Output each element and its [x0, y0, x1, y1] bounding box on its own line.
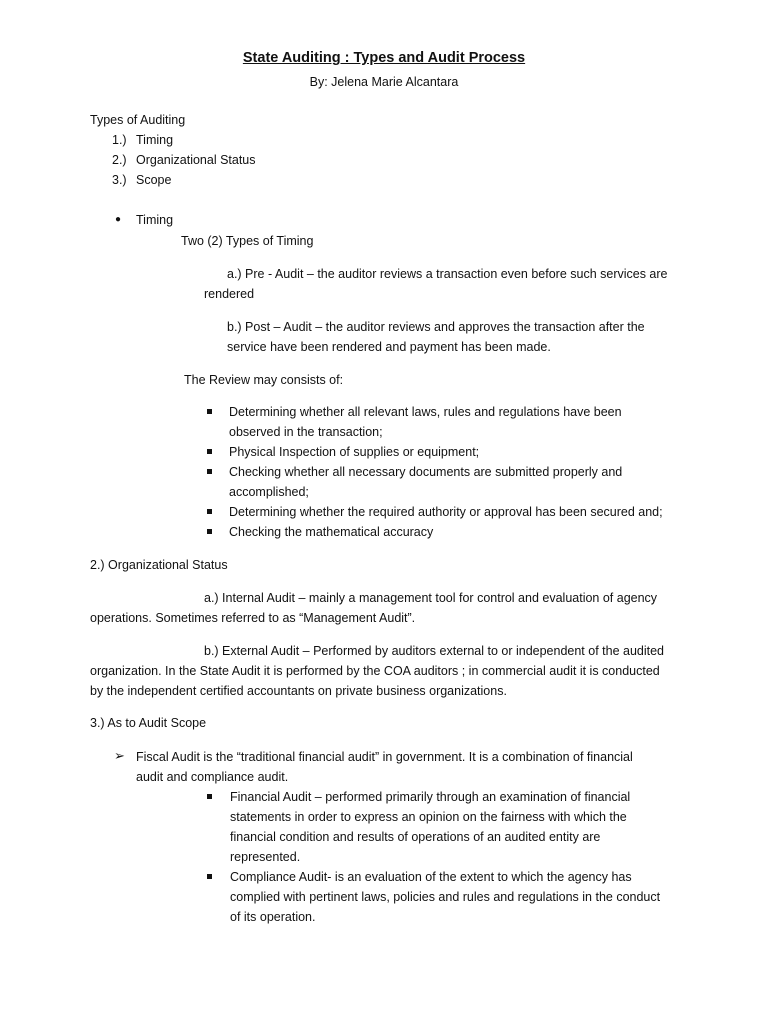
types-list-item: [112, 150, 256, 170]
financial-audit-line: financial condition and results of operations of an audited entity are: [230, 830, 601, 844]
review-item-line-2: observed in the transaction;: [229, 425, 383, 439]
square-bullet-icon: [207, 409, 212, 414]
scope-heading: 3.) As to Audit Scope: [90, 716, 207, 730]
list-label: Timing: [136, 133, 174, 147]
list-number: 3.): [112, 173, 127, 187]
bullet-icon: ●: [115, 214, 122, 225]
square-bullet-icon: [207, 509, 212, 514]
pre-audit-line-2: rendered: [204, 287, 255, 301]
financial-audit-line: statements in order to express an opinion on the fairness with which the: [230, 810, 627, 824]
square-bullet-icon: [207, 874, 212, 879]
square-bullet-icon: [207, 794, 212, 799]
fiscal-audit-line-2: audit and compliance audit.: [136, 770, 289, 784]
internal-audit-line-2: operations. Sometimes referred to as “Management Audit”.: [90, 611, 416, 625]
external-audit-line-3: by the independent certified accountants on private business organizations.: [90, 684, 507, 698]
external-audit-line-1: b.) External Audit – Performed by auditors external to or independent of the audited: [204, 644, 665, 658]
compliance-audit-line: Compliance Audit- is an evaluation of the extent to which the agency has: [230, 870, 632, 884]
arrow-bullet-icon: ➢: [114, 748, 125, 763]
post-audit-line-1: b.) Post – Audit – the auditor reviews and approves the transaction after the: [227, 320, 645, 334]
fiscal-audit-line-1: Fiscal Audit is the “traditional financial audit” in government. It is a combination of financial: [136, 750, 633, 764]
review-item-line-1: Determining whether all relevant laws, rules and regulations have been: [229, 405, 622, 419]
financial-audit-line: represented.: [230, 850, 301, 864]
review-item-line-1: Determining whether the required authority or approval has been secured and;: [229, 505, 663, 519]
review-item-line-2: accomplished;: [229, 485, 309, 499]
review-item-line-1: Checking whether all necessary documents are submitted properly and: [229, 465, 623, 479]
list-number: 2.): [112, 153, 127, 167]
review-heading: The Review may consists of:: [184, 373, 344, 387]
document-title: State Auditing : Types and Audit Process: [242, 50, 526, 66]
pre-audit-line-1: a.) Pre - Audit – the auditor reviews a transaction even before such services are: [227, 267, 668, 281]
review-item-line-1: Checking the mathematical accuracy: [229, 525, 434, 539]
types-list-item: [112, 170, 171, 190]
org-heading: 2.) Organizational Status: [90, 558, 228, 572]
square-bullet-icon: [207, 529, 212, 534]
post-audit-line-2: service have been rendered and payment has been made.: [227, 340, 551, 354]
types-list-item: [112, 130, 173, 150]
list-label: Scope: [136, 173, 172, 187]
compliance-audit-line: of its operation.: [230, 910, 316, 924]
timing-label: Timing: [136, 213, 174, 227]
financial-audit-line: Financial Audit – performed primarily through an examination of financial: [230, 790, 631, 804]
internal-audit-line-1: a.) Internal Audit – mainly a management tool for control and evaluation of agency: [204, 591, 658, 605]
square-bullet-icon: [207, 469, 212, 474]
list-label: Organizational Status: [136, 153, 256, 167]
square-bullet-icon: [207, 449, 212, 454]
review-item-line-1: Physical Inspection of supplies or equipment;: [229, 445, 480, 459]
list-number: 1.): [112, 133, 127, 147]
types-heading: Types of Auditing: [90, 113, 186, 127]
timing-subheading: Two (2) Types of Timing: [181, 234, 314, 248]
compliance-audit-line: complied with pertinent laws, policies and rules and regulations in the conduct: [230, 890, 661, 904]
external-audit-line-2: organization. In the State Audit it is performed by the COA auditors ; in commercial audit it is conducted: [90, 664, 660, 678]
document-byline: By: Jelena Marie Alcantara: [309, 75, 459, 89]
